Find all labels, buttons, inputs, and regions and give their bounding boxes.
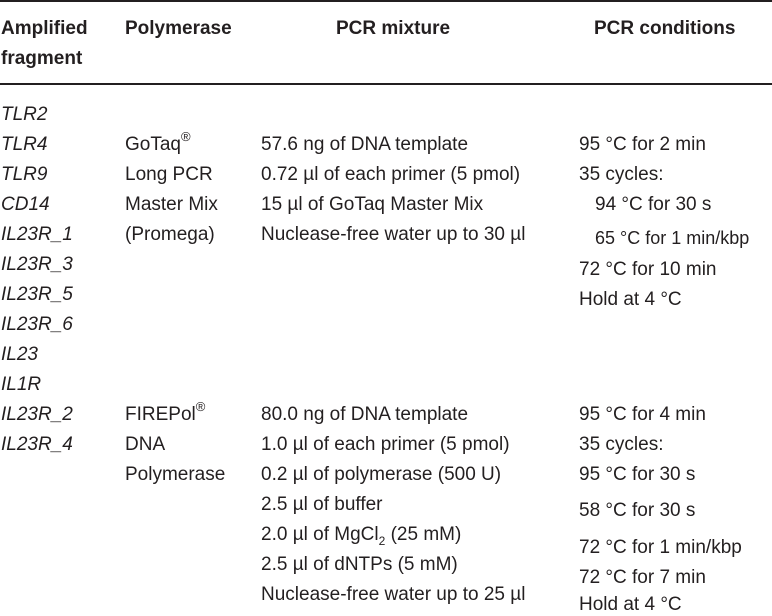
condition-line: 72 °C for 7 min bbox=[579, 567, 706, 588]
polymerase-line: Long PCR bbox=[125, 164, 213, 185]
fragment-cell: IL1R bbox=[1, 374, 42, 395]
condition-line: 95 °C for 4 min bbox=[579, 404, 706, 425]
header-rule bbox=[0, 83, 772, 85]
mixture-line: Nuclease-free water up to 30 µl bbox=[261, 224, 526, 245]
mixture-line: 2.0 µl of MgCl$_2$ (25 mM) bbox=[261, 524, 462, 548]
fragment-cell: IL23R_4 bbox=[1, 434, 73, 455]
mixture-line: 0.2 µl of polymerase (500 U) bbox=[261, 464, 502, 485]
header-pcr-conditions: PCR conditions bbox=[594, 18, 736, 39]
mixture-line: 15 µl of GoTaq Master Mix bbox=[261, 194, 484, 215]
condition-line: 35 cycles: bbox=[579, 434, 664, 455]
condition-line: 94 °C for 30 s bbox=[595, 194, 712, 215]
fragment-cell: TLR4 bbox=[1, 134, 48, 155]
header-pcr-mixture: PCR mixture bbox=[336, 18, 451, 39]
polymerase-name: GoTaq® bbox=[125, 128, 191, 155]
mixture-line: 1.0 µl of each primer (5 pmol) bbox=[261, 434, 510, 455]
header-polymerase: Polymerase bbox=[125, 18, 232, 39]
condition-line: 72 °C for 1 min/kbp bbox=[579, 537, 742, 558]
fragment-cell: IL23R_2 bbox=[1, 404, 73, 425]
mixture-line: 57.6 ng of DNA template bbox=[261, 134, 469, 155]
mixture-line: 0.72 µl of each primer (5 pmol) bbox=[261, 164, 521, 185]
condition-line: 35 cycles: bbox=[579, 164, 664, 185]
polymerase-line: Master Mix bbox=[125, 194, 218, 215]
mixture-line: 2.5 µl of dNTPs (5 mM) bbox=[261, 554, 458, 575]
registered-mark: ® bbox=[195, 398, 206, 414]
mixture-line: 2.5 µl of buffer bbox=[261, 494, 383, 515]
polymerase-line: Polymerase bbox=[125, 464, 226, 485]
mixture-line: 80.0 ng of DNA template bbox=[261, 404, 469, 425]
condition-line: 58 °C for 30 s bbox=[579, 500, 696, 521]
mixture-line: Nuclease-free water up to 25 µl bbox=[261, 584, 526, 605]
fragment-cell: CD14 bbox=[1, 194, 50, 215]
top-rule bbox=[0, 0, 772, 2]
condition-line: 65 °C for 1 min/kbp bbox=[595, 228, 750, 248]
header-fragment-line2: fragment bbox=[1, 48, 83, 69]
fragment-cell: IL23 bbox=[1, 344, 38, 365]
polymerase-line: DNA bbox=[125, 434, 166, 455]
subscript: 2 bbox=[378, 533, 386, 548]
fragment-cell: IL23R_1 bbox=[1, 224, 73, 245]
condition-line: Hold at 4 °C bbox=[579, 289, 682, 310]
fragment-cell: IL23R_3 bbox=[1, 254, 73, 275]
polymerase-line: (Promega) bbox=[125, 224, 215, 245]
fragment-cell: IL23R_6 bbox=[1, 314, 73, 335]
fragment-cell: IL23R_5 bbox=[1, 284, 73, 305]
registered-mark: ® bbox=[180, 128, 191, 144]
condition-line: 95 °C for 30 s bbox=[579, 464, 696, 485]
condition-line: 72 °C for 10 min bbox=[579, 259, 717, 280]
polymerase-name: FIREPol® bbox=[125, 398, 206, 425]
fragment-cell: TLR9 bbox=[1, 164, 48, 185]
header-fragment-line1: Amplified bbox=[1, 18, 88, 39]
fragment-cell: TLR2 bbox=[1, 104, 48, 125]
condition-line: Hold at 4 °C bbox=[579, 594, 682, 615]
condition-line: 95 °C for 2 min bbox=[579, 134, 706, 155]
